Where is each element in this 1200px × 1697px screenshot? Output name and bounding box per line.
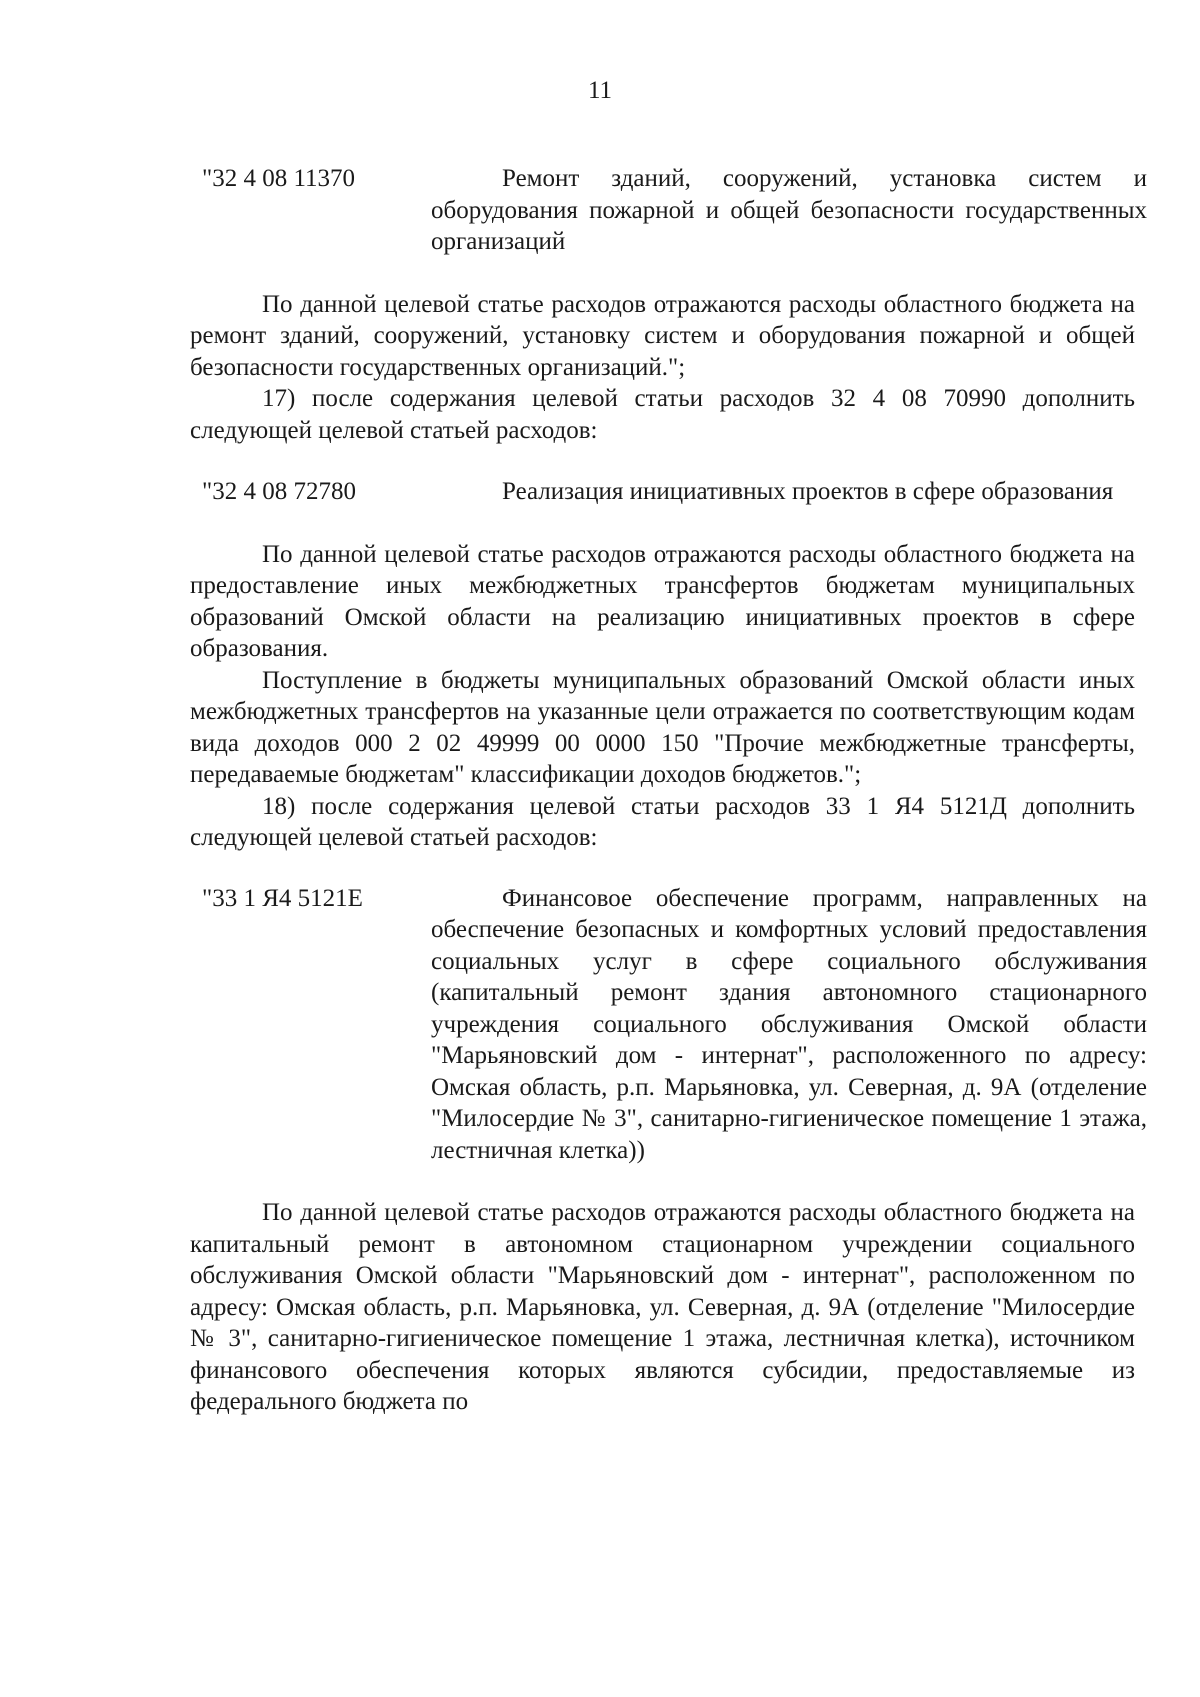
target-item-description-text: Реализация инициативных проектов в сфере образования <box>502 478 1114 505</box>
paragraph: По данной целевой статье расходов отражаются расходы областного бюджета на капитальный ремонт в автономном стационарном учреждении социального обслуживания Омской области "Марьяновский дом - интернат", расположенном по адресу: Омская область, р.п. Марьяновка, ул. Северная, д. 9А (отделение "Милосердие № 3", санитарно-гигиеническое помещение 1 этажа, лестничная клетка), источником финансового обеспечения которых являются субсидии, предоставляемые из федерального бюджета по <box>190 1199 1135 1415</box>
target-item-description <box>431 883 1147 1167</box>
target-item-code: "33 1 Я4 5121Е <box>202 884 363 912</box>
paragraph: Поступление в бюджеты муниципальных образований Омской области иных межбюджетных трансфертов на указанные цели отражается по соответствующим кодам вида доходов 000 2 02 49999 00 0000 150 "Прочие межбюджетные трансферты, передаваемые бюджетам" классификации доходов бюджетов."; <box>190 666 1135 788</box>
paragraph: По данной целевой статье расходов отражаются расходы областного бюджета на предоставление иных межбюджетных трансфертов бюджетам муниципальных образований Омской области на реализацию инициативных проектов в сфере образования. <box>190 540 1135 662</box>
spacer <box>190 1166 1135 1197</box>
spacer <box>190 854 1135 883</box>
paragraph: 18) после содержания целевой статьи расходов 33 1 Я4 5121Д дополнить следующей целевой статьей расходов: <box>190 792 1135 851</box>
spacer <box>190 258 1135 289</box>
paragraph: 17) после содержания целевой статьи расходов 32 4 08 70990 дополнить следующей целевой статьей расходов: <box>190 385 1135 444</box>
target-item-entry <box>202 476 1147 508</box>
paragraph: По данной целевой статье расходов отражаются расходы областного бюджета на ремонт зданий, сооружений, установку систем и оборудования пожарной и общей безопасности государственных организаций."; <box>190 290 1135 381</box>
target-item-entry <box>202 163 1147 258</box>
target-item-code: "32 4 08 11370 <box>202 165 356 192</box>
target-item-description <box>431 476 1147 508</box>
page-content <box>190 163 1147 1418</box>
spacer <box>190 508 1135 539</box>
target-item-description-text: Финансовое обеспечение программ, направленных на обеспечение безопасных и комфортных условий предоставления социальных услуг в сфере социального обслуживания (капитальный ремонт здания автономного стационарного учреждения социального обслуживания Омской области "Марьяновский дом - интернат", расположенного по адресу: Омская область, р.п. Марьяновка, ул. Северная, д. 9А (отделение "Милосердие № 3", санитарно-гигиеническое помещение 1 этажа, лестничная клетка)) <box>431 884 1147 1164</box>
page-number: 11 <box>587 77 613 104</box>
target-item-description-text: Ремонт зданий, сооружений, установка систем и оборудования пожарной и общей безопасности государственных организаций <box>431 165 1147 255</box>
spacer <box>190 446 1135 476</box>
target-item-description <box>431 163 1147 258</box>
target-item-entry <box>202 883 1147 1167</box>
target-item-code: "32 4 08 72780 <box>202 478 356 505</box>
